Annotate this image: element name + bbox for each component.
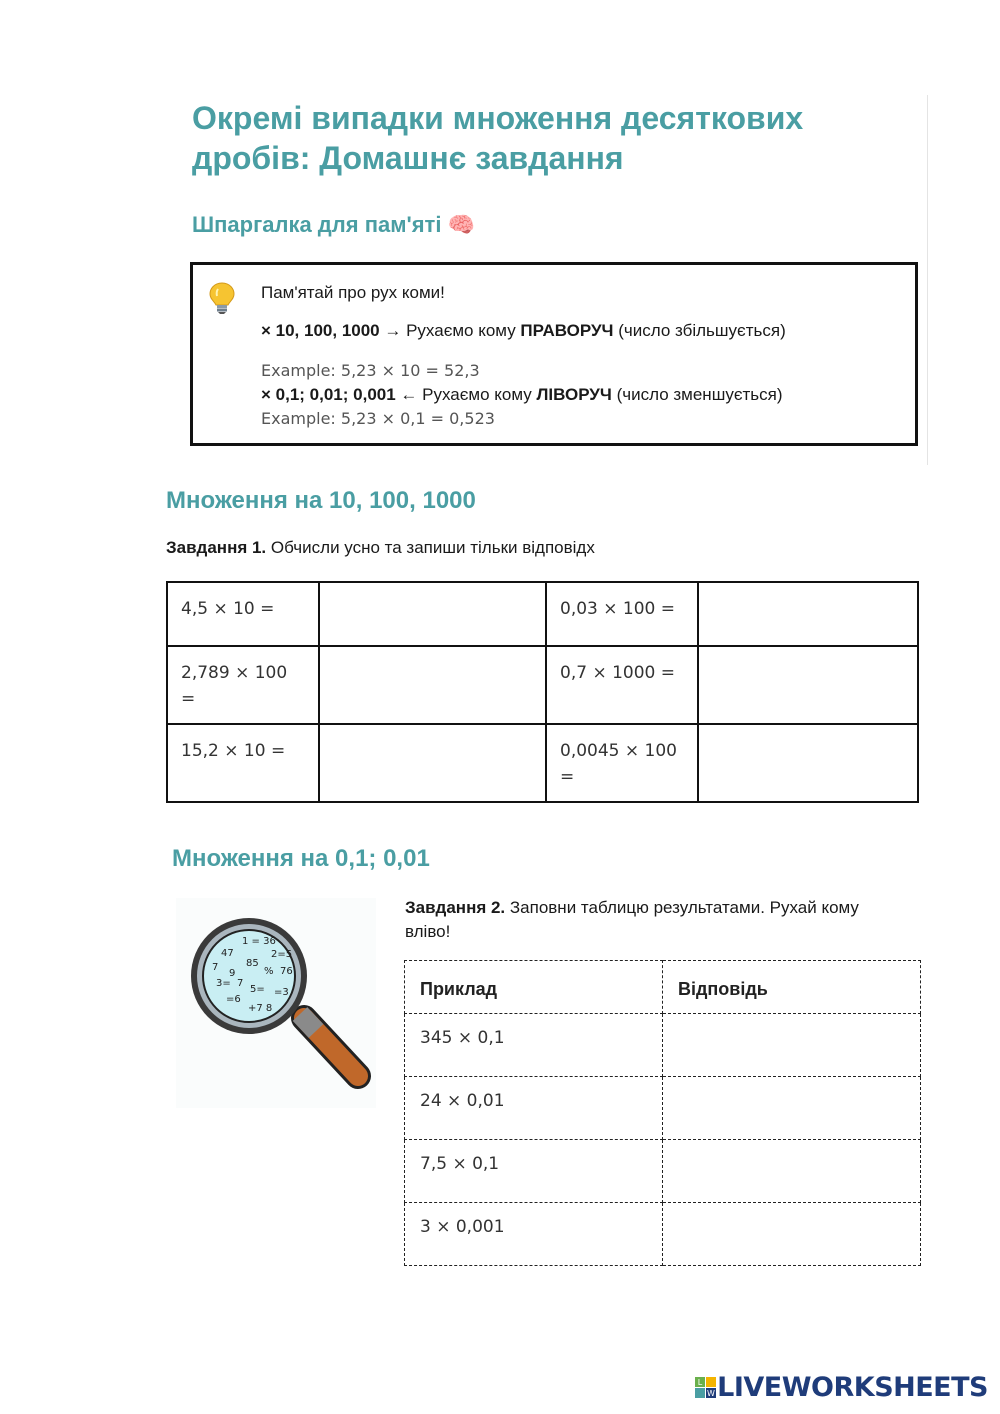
page-title-line-1: Окремі випадки множення десяткових xyxy=(192,100,804,136)
table-row xyxy=(167,582,918,646)
exercise-cell: 24 × 0,01 xyxy=(405,1077,663,1140)
liveworksheets-logo-icon xyxy=(695,1375,717,1401)
image-digit: 3= xyxy=(216,978,231,989)
image-digit: 85 xyxy=(246,958,259,969)
answer-input[interactable] xyxy=(319,646,546,724)
svg-text:W: W xyxy=(707,1388,716,1398)
cheat-example-2: Example: 5,23 × 0,1 = 0,523 xyxy=(261,409,495,428)
image-digit: 7 xyxy=(237,978,244,989)
task-1-label: Завдання 1. xyxy=(166,538,267,557)
exercise-cell: 0,7 × 1000 = xyxy=(546,646,698,724)
table-row xyxy=(167,724,918,802)
rule-left-note: (число зменшується) xyxy=(611,385,783,404)
task-1-table xyxy=(166,581,919,803)
answer-input[interactable] xyxy=(698,646,918,724)
cheat-rule-right xyxy=(261,321,786,341)
image-digit: % xyxy=(264,966,274,977)
exercise-cell: 2,789 × 100 = xyxy=(167,646,319,724)
rule-right-text: → Рухаємо кому xyxy=(379,321,521,340)
exercise-cell: 15,2 × 10 = xyxy=(167,724,319,802)
rule-right-multipliers: × 10, 100, 1000 xyxy=(261,321,380,340)
cheat-example-1: Example: 5,23 × 10 = 52,3 xyxy=(261,361,480,380)
image-digit: 47 xyxy=(221,948,234,959)
task-2-instruction xyxy=(405,896,905,944)
cheat-sheet-box xyxy=(190,262,918,446)
table-row xyxy=(405,1140,921,1203)
answer-input[interactable] xyxy=(698,724,918,802)
magnifying-glass-illustration xyxy=(176,898,376,1108)
rule-right-direction: ПРАВОРУЧ xyxy=(520,321,614,340)
exercise-cell: 345 × 0,1 xyxy=(405,1014,663,1077)
image-digit: =3 xyxy=(274,987,289,998)
table-row xyxy=(405,1203,921,1266)
image-digit: 76 xyxy=(280,966,293,977)
column-header-example: Приклад xyxy=(405,961,663,1014)
answer-input[interactable] xyxy=(663,1203,921,1266)
cheat-sheet-heading: Шпаргалка для пам'яті 🧠 xyxy=(192,212,475,237)
lightbulb-icon xyxy=(207,281,237,315)
task-2-text: Заповни таблицю результатами. Рухай кому вліво! xyxy=(405,898,859,941)
rule-left-text: ← Рухаємо кому xyxy=(395,385,537,404)
page-title-line-2: дробів: Домашнє завдання xyxy=(192,140,624,176)
image-digit: =6 xyxy=(226,994,241,1005)
answer-input[interactable] xyxy=(319,724,546,802)
exercise-cell: 3 × 0,001 xyxy=(405,1203,663,1266)
rule-left-multipliers: × 0,1; 0,01; 0,001 xyxy=(261,385,396,404)
liveworksheets-logo xyxy=(695,1372,988,1403)
rule-left-direction: ЛІВОРУЧ xyxy=(536,385,612,404)
task-2-label: Завдання 2. xyxy=(405,898,506,917)
table-row xyxy=(405,1014,921,1077)
exercise-cell: 7,5 × 0,1 xyxy=(405,1140,663,1203)
page-divider xyxy=(927,95,928,465)
exercise-cell: 0,0045 × 100 = xyxy=(546,724,698,802)
answer-input[interactable] xyxy=(663,1140,921,1203)
image-digit: 9 xyxy=(229,968,236,979)
image-digit: 2=5 xyxy=(271,949,293,960)
cheat-intro: Пам'ятай про рух коми! xyxy=(261,283,445,302)
task-1-instruction xyxy=(166,538,595,558)
table-header-row xyxy=(405,961,921,1014)
task-1-text: Обчисли усно та запиши тільки відповідх xyxy=(266,538,595,557)
table-row xyxy=(167,646,918,724)
image-digit: +7 8 xyxy=(248,1003,273,1014)
exercise-cell: 4,5 × 10 = xyxy=(167,582,319,646)
section-2-heading: Множення на 0,1; 0,01 xyxy=(172,845,430,872)
section-1-heading: Множення на 10, 100, 1000 xyxy=(166,487,476,514)
page-title xyxy=(192,98,912,178)
answer-input[interactable] xyxy=(663,1077,921,1140)
answer-input[interactable] xyxy=(663,1014,921,1077)
image-digit: 1 = 36 xyxy=(242,936,276,947)
answer-input[interactable] xyxy=(698,582,918,646)
cheat-rule-left xyxy=(261,385,783,405)
image-digit: 5= xyxy=(250,984,265,995)
exercise-cell: 0,03 × 100 = xyxy=(546,582,698,646)
rule-right-note: (число збільшується) xyxy=(613,321,786,340)
svg-text:L: L xyxy=(697,1377,703,1387)
image-digit: 7 xyxy=(212,962,219,973)
task-2-table xyxy=(404,960,921,1266)
answer-input[interactable] xyxy=(319,582,546,646)
column-header-answer: Відповідь xyxy=(663,961,921,1014)
table-row xyxy=(405,1077,921,1140)
liveworksheets-logo-text: LIVEWORKSHEETS xyxy=(717,1372,988,1403)
